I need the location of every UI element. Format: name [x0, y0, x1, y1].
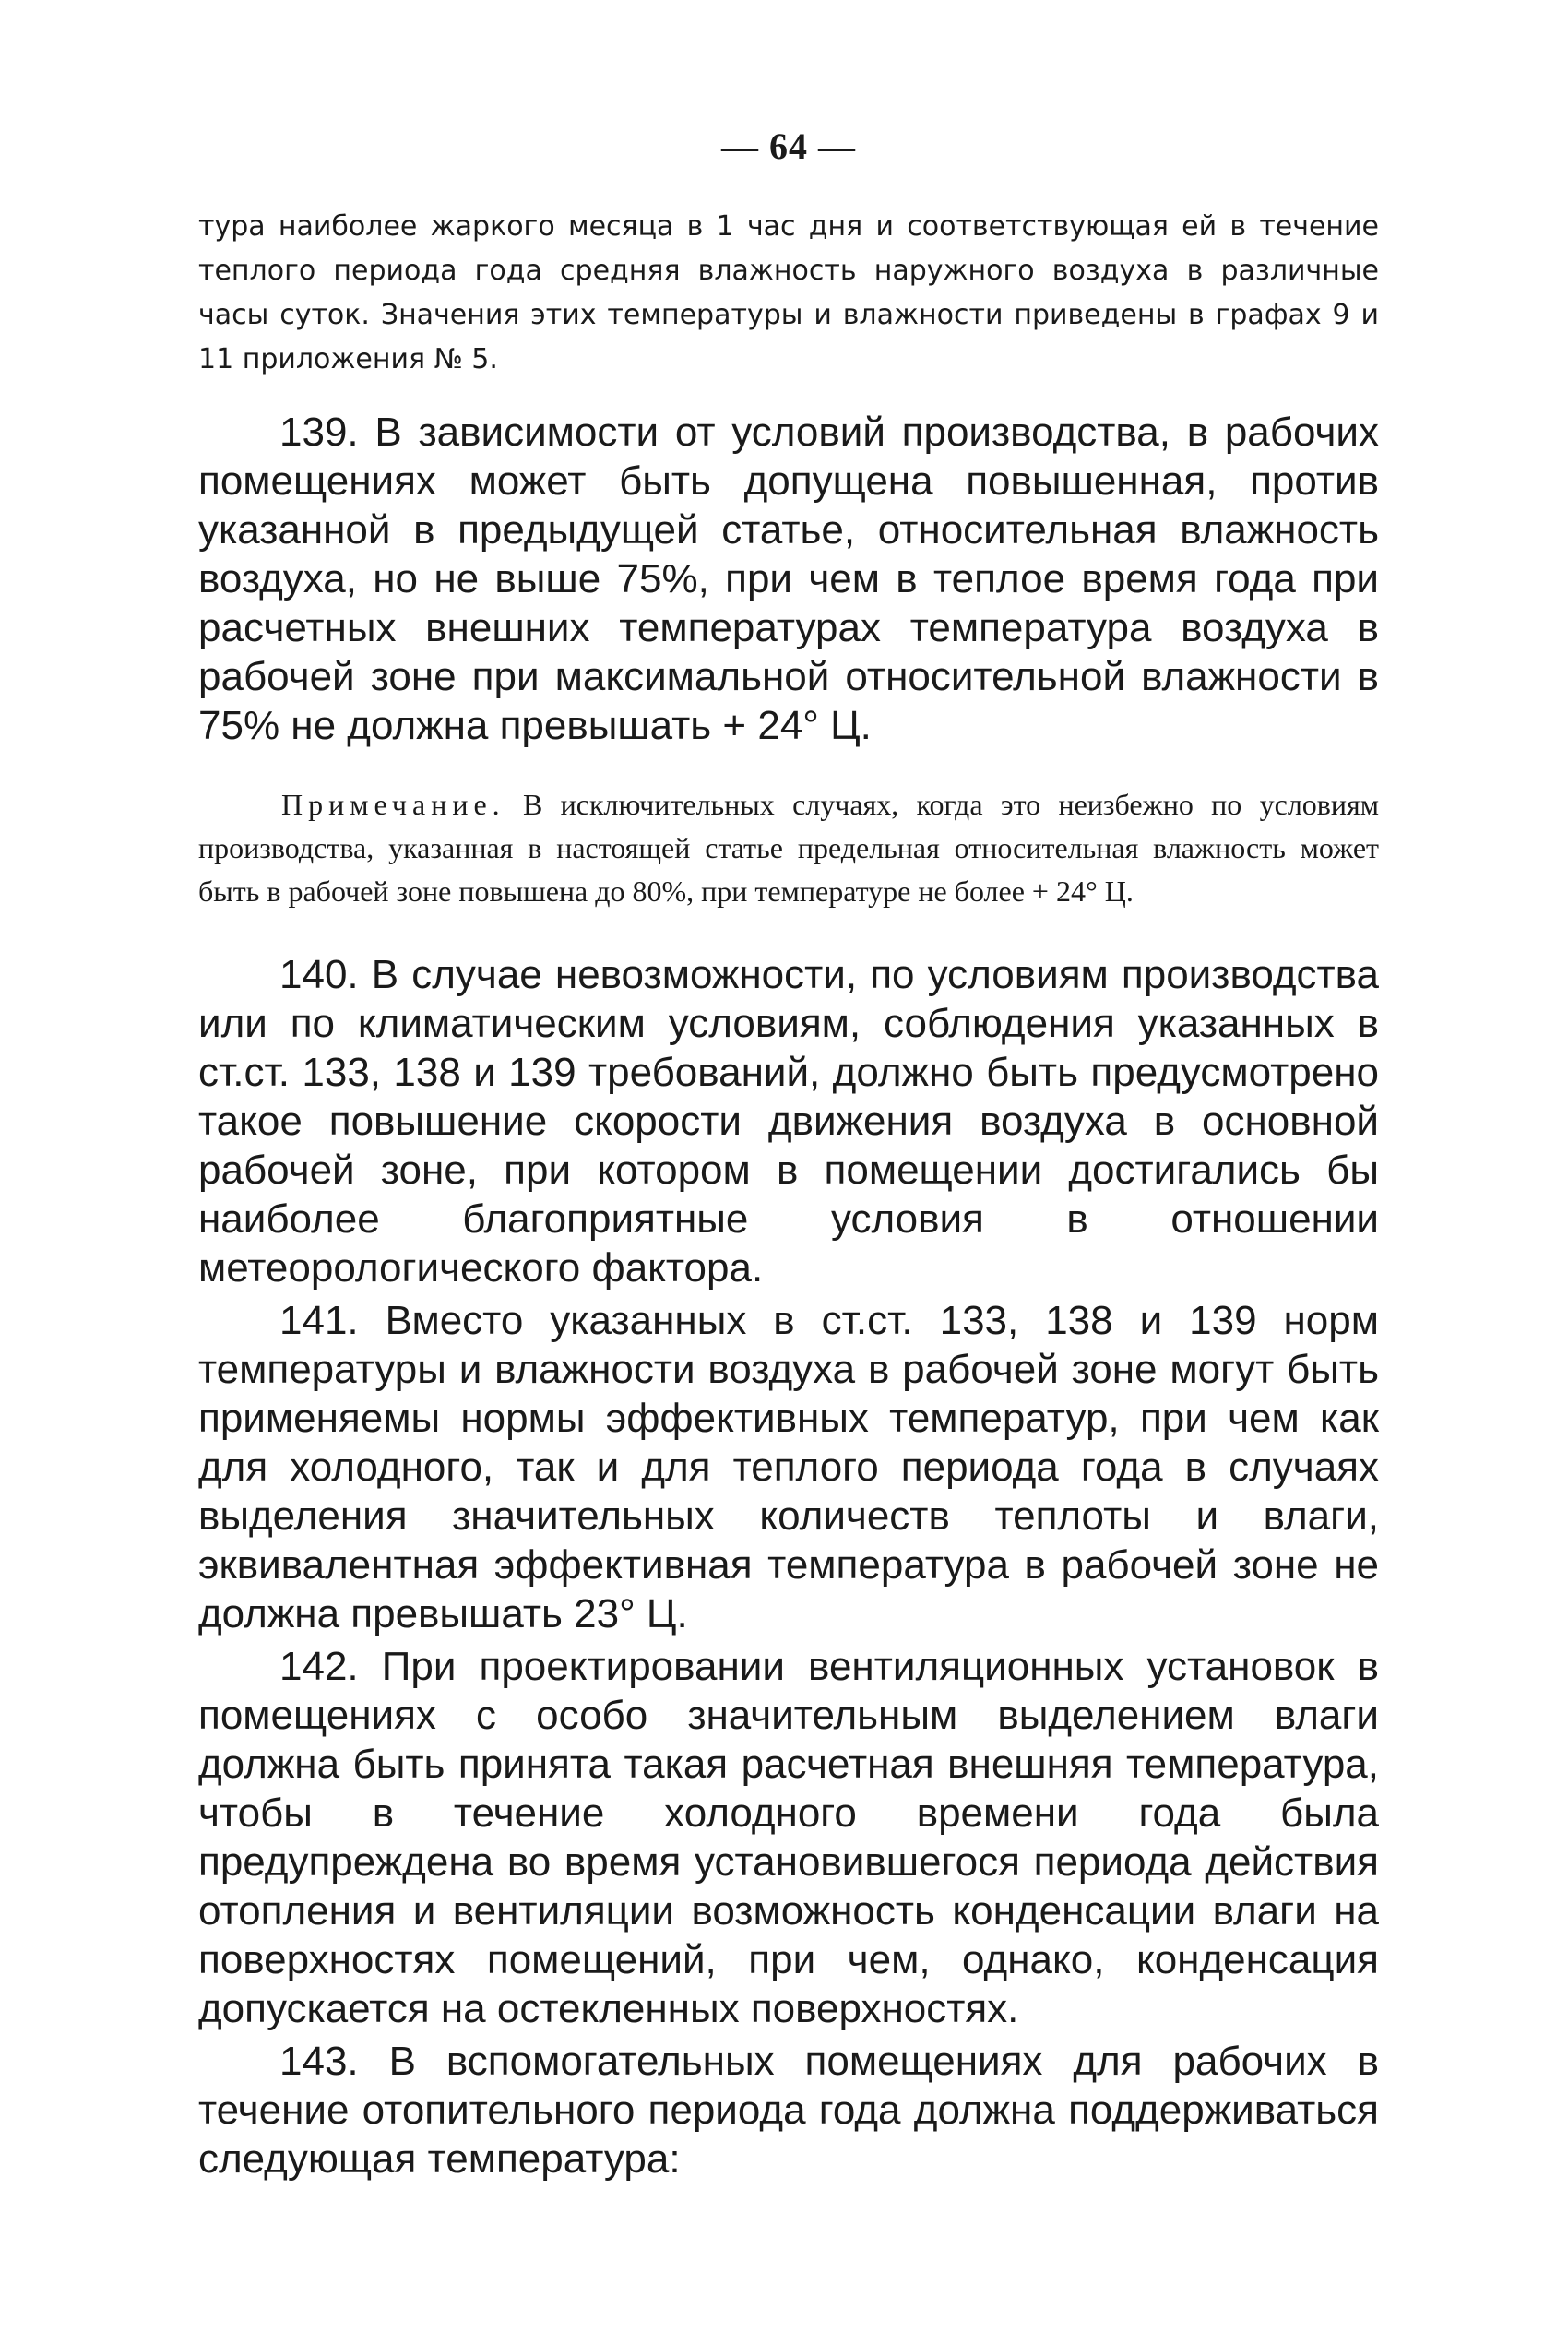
article-141: 141. Вместо указанных в ст.ст. 133, 138 и 139 норм температуры и влажности воздуха в рабочей зоне могут быть применяемы нормы эффективных температур, при чем как для холодного, так и для теплого периода года в случаях выделения значительных количеств теплоты и влаги, эквивалентная эффективная температура в рабочей зоне не должна превышать 23° Ц. — [198, 1298, 1379, 1636]
document-page — [198, 125, 1379, 2183]
article-142: 142. При проектировании вентиляционных установок в помещениях с особо значительным выделением влаги должна быть принята такая расчетная внешняя температура, чтобы в течение холодного времени года была предупреждена во время установившегося периода действия отопления и вентиляции возможность конденсации влаги на поверхностях помещений, при чем, однако, конденсация допускается на остекленных поверхностях. — [198, 1644, 1379, 2031]
article-143: 143. В вспомогательных помещениях для рабочих в течение отопительного периода года должна поддерживаться следующая температура: — [198, 2039, 1379, 2182]
note-text: В исключительных случаях, когда это неизбежно по условиям производства, указанная в настоящей статье предельная относительная влажность может быть в рабочей зоне повышена до 80%, при температуре не более + 24° Ц. — [198, 788, 1379, 908]
article-139: 139. В зависимости от условий производства, в рабочих помещениях может быть допущена повышенная, против указанной в предыдущей статье, относительная влажность воздуха, но не выше 75%, при чем в теплое время года при расчетных внешних температурах температура воздуха в рабочей зоне при максимальной относительной влажности в 75% не должна превышать + 24° Ц. — [198, 410, 1379, 748]
page-number: — 64 — — [721, 125, 856, 167]
continuation-paragraph: тура наиболее жаркого месяца в 1 час дня и соответствующая ей в течение теплого периода года средняя влажность наружного воздуха в различные часы суток. Значения этих температуры и влажности приведены в графах 9 и 11 приложения № 5. — [198, 210, 1379, 375]
article-140: 140. В случае невозможности, по условиям производства или по климатическим условиям, соблюдения указанных в ст.ст. 133, 138 и 139 требований, должно быть предусмотрено такое повышение скорости движения воздуха в основной рабочей зоне, при котором в помещении достигались бы наиболее благоприятные условия в отношении метеорологического фактора. — [198, 952, 1379, 1291]
note-label: Примечание. — [281, 788, 505, 821]
note-paragraph — [198, 783, 1379, 913]
